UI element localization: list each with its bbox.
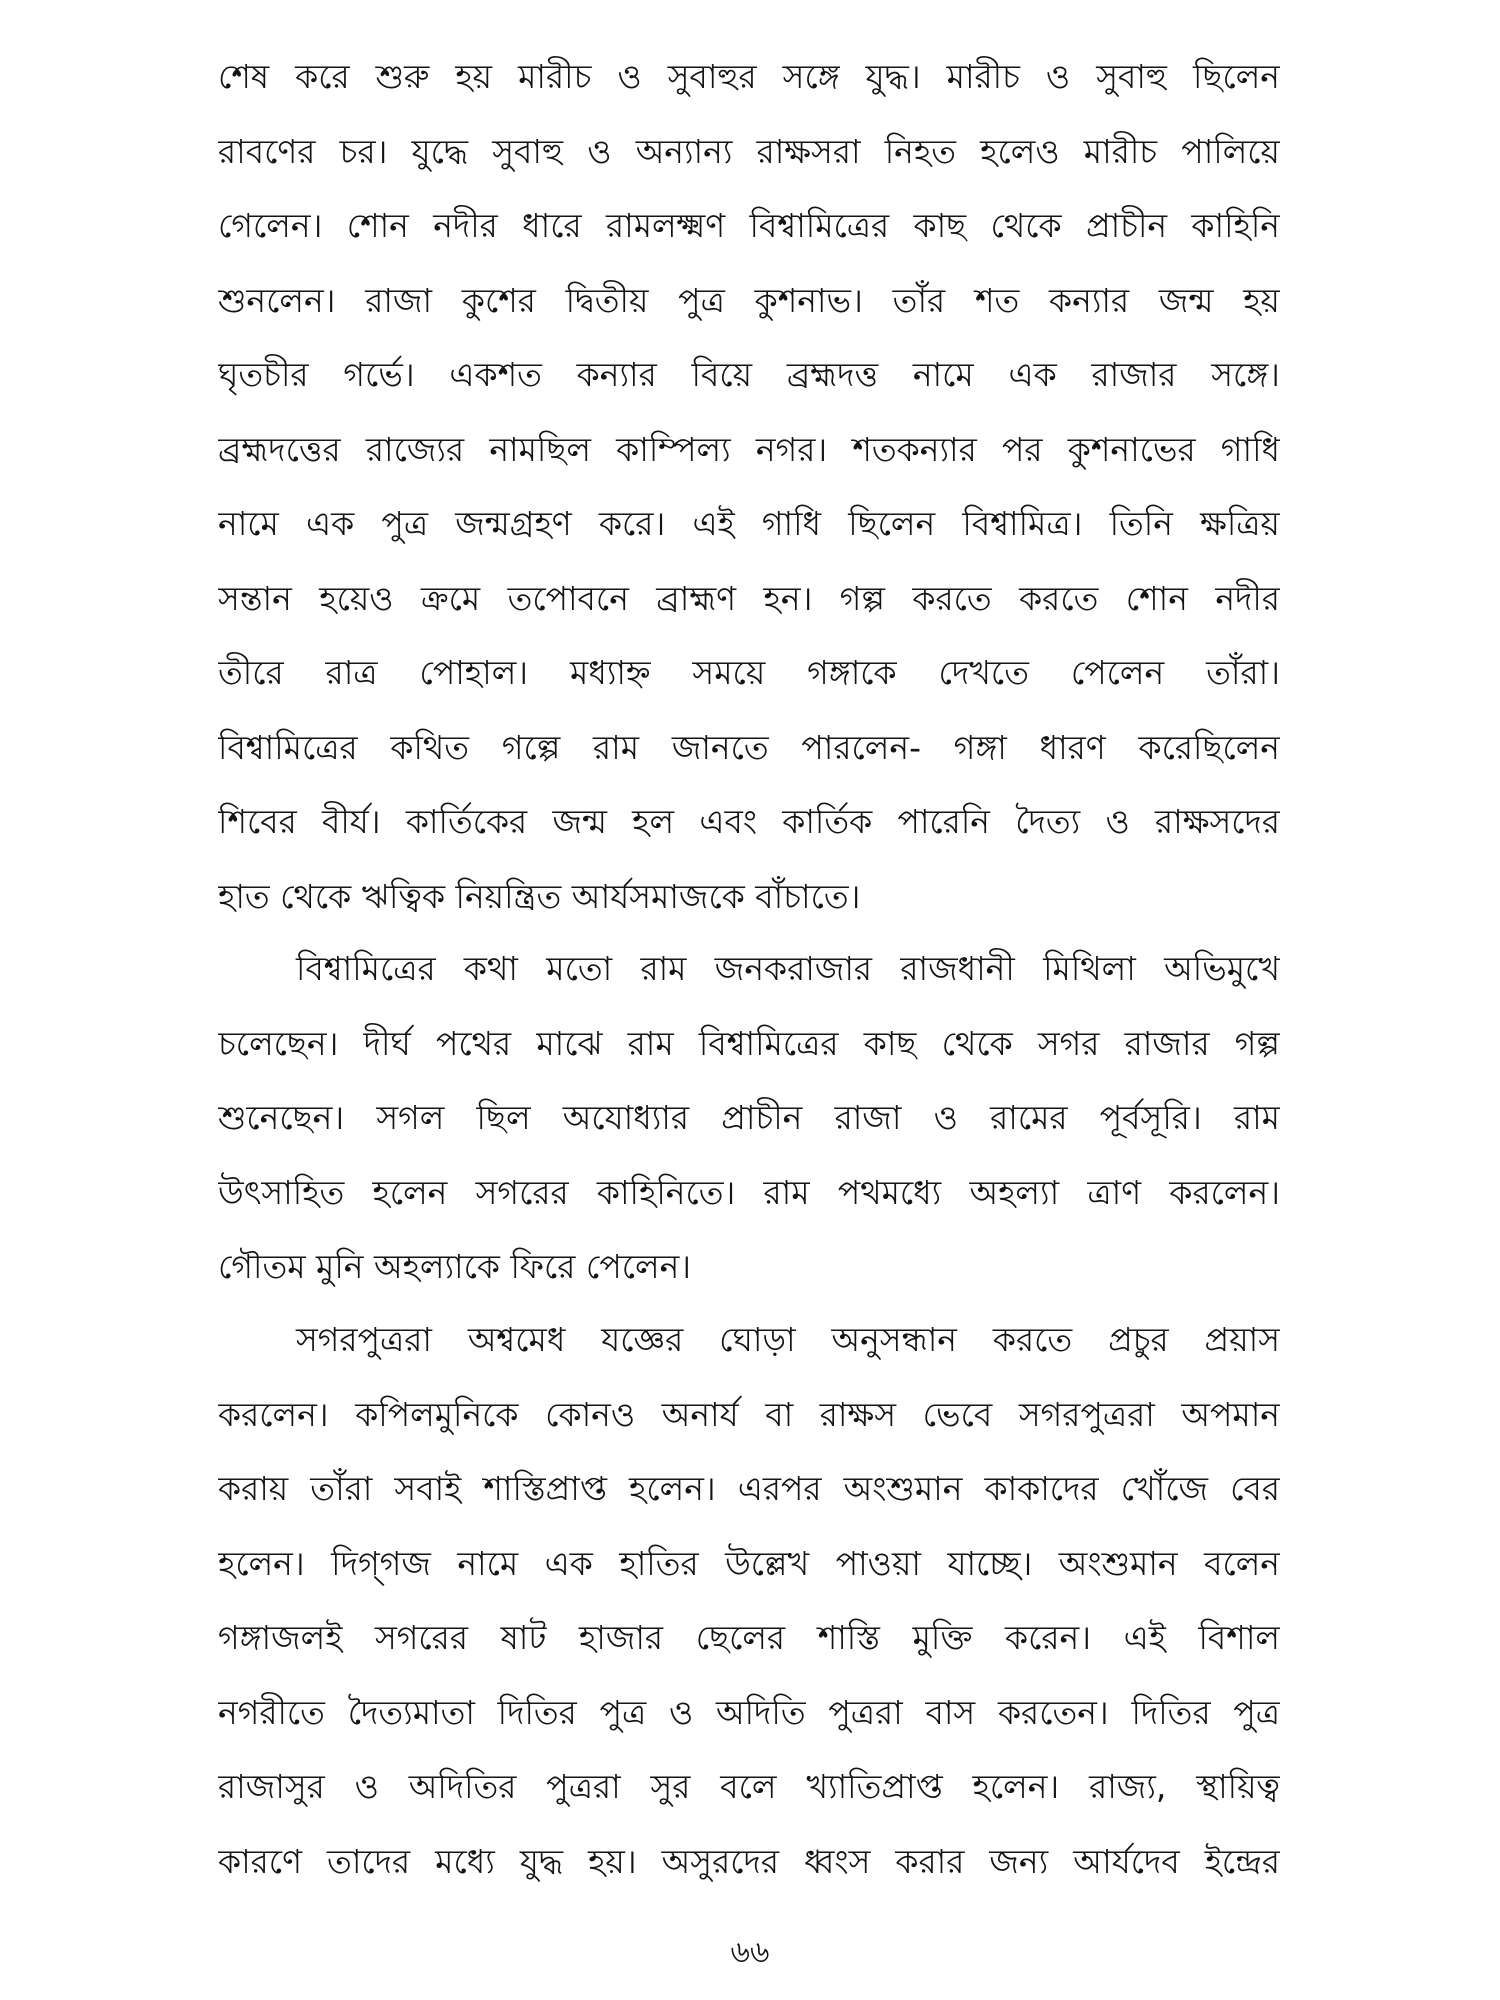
text-line: হলেন। দিগ্‌গজ নামে এক হাতির উল্লেখ পাওয়া যাচ্ছে। অংশুমান বলেন: [218, 1543, 1280, 1583]
page-number: ৬৬: [730, 1935, 770, 1970]
text-line: গৌতম মুনি অহল্যাকে ফিরে পেলেন।: [218, 1247, 692, 1286]
text-line: সগরপুত্ররা অশ্বমেধ যজ্ঞের ঘোড়া অনুসন্ধান করতে প্রচুর প্রয়াস: [296, 1320, 1280, 1359]
text-line: উৎসাহিত হলেন সগরের কাহিনিতে। রাম পথমধ্যে অহল্যা ত্রাণ করলেন।: [218, 1172, 1280, 1212]
text-line: শুনেছেন। সগল ছিল অযোধ্যার প্রাচীন রাজা ও রামের পূর্বসূরি। রাম: [218, 1098, 1280, 1137]
text-line: শিবের বীর্য। কার্তিকের জন্ম হল এবং কার্তিক পারেনি দৈত্য ও রাক্ষসদের: [218, 802, 1280, 841]
text-line: সন্তান হয়েও ক্রমে তপোবনে ব্রাহ্মণ হন। গল্প করতে করতে শোন নদীর: [218, 578, 1280, 618]
paragraph-2: [218, 932, 1280, 1305]
text-line: তীরে রাত্র পোহাল। মধ্যাহ্ন সময়ে গঙ্গাকে দেখতে পেলেন তাঁরা।: [218, 653, 1280, 692]
text-line: বিশ্বামিত্রের কথা মতো রাম জনকরাজার রাজধানী মিথিলা অভিমুখে: [296, 949, 1280, 988]
text-line: কারণে তাদের মধ্যে যুদ্ধ হয়। অসুরদের ধ্বংস করার জন্য আর্যদেব ইন্দ্রের: [218, 1841, 1280, 1881]
text-line: নগরীতে দৈত্যমাতা দিতির পুত্র ও অদিতি পুত্ররা বাস করতেন। দিতির পুত্র: [218, 1692, 1280, 1732]
text-line: করলেন। কপিলমুনিকে কোনও অনার্য বা রাক্ষস ভেবে সগরপুত্ররা অপমান: [218, 1394, 1280, 1434]
text-line: শুনলেন। রাজা কুশের দ্বিতীয় পুত্র কুশনাভ। তাঁর শত কন্যার জন্ম হয়: [218, 280, 1280, 320]
text-line: ব্রহ্মদত্তের রাজ্যের নামছিল কাম্পিল্য নগর। শতকন্যার পর কুশনাভের গাধি: [218, 429, 1280, 469]
text-line: শেষ করে শুরু হয় মারীচ ও সুবাহুর সঙ্গে যুদ্ধ। মারীচ ও সুবাহু ছিলেন: [218, 57, 1280, 96]
text-line: গেলেন। শোন নদীর ধারে রামলক্ষ্মণ বিশ্বামিত্রের কাছ থেকে প্রাচীন কাহিনি: [218, 206, 1280, 245]
text-line: হাত থেকে ঋত্বিক নিয়ন্ত্রিত আর্যসমাজকে বাঁচাতে।: [218, 876, 861, 916]
text-line: নামে এক পুত্র জন্মগ্রহণ করে। এই গাধি ছিলেন বিশ্বামিত্র। তিনি ক্ষত্রিয়: [218, 504, 1280, 543]
paragraph-1: [218, 40, 1280, 934]
text-line: রাবণের চর। যুদ্ধে সুবাহু ও অন্যান্য রাক্ষসরা নিহত হলেও মারীচ পালিয়ে: [218, 131, 1280, 171]
paragraph-3: [218, 1303, 1280, 1899]
text-line: বিশ্বামিত্রের কথিত গল্পে রাম জানতে পারলেন- গঙ্গা ধারণ করেছিলেন: [218, 727, 1280, 767]
text-line: করায় তাঁরা সবাই শাস্তিপ্রাপ্ত হলেন। এরপর অংশুমান কাকাদের খোঁজে বের: [218, 1469, 1280, 1508]
text-line: ঘৃতচীর গর্ভে। একশত কন্যার বিয়ে ব্রহ্মদত্ত নামে এক রাজার সঙ্গে।: [218, 355, 1280, 394]
text-line: চলেছেন। দীর্ঘ পথের মাঝে রাম বিশ্বামিত্রের কাছ থেকে সগর রাজার গল্প: [218, 1023, 1280, 1063]
text-line: গঙ্গাজলই সগরের ষাট হাজার ছেলের শাস্তি মুক্তি করেন। এই বিশাল: [218, 1618, 1280, 1657]
text-line: রাজাসুর ও অদিতির পুত্ররা সুর বলে খ্যাতিপ্রাপ্ত হলেন। রাজ্য, স্থায়িত্ব: [218, 1767, 1280, 1806]
